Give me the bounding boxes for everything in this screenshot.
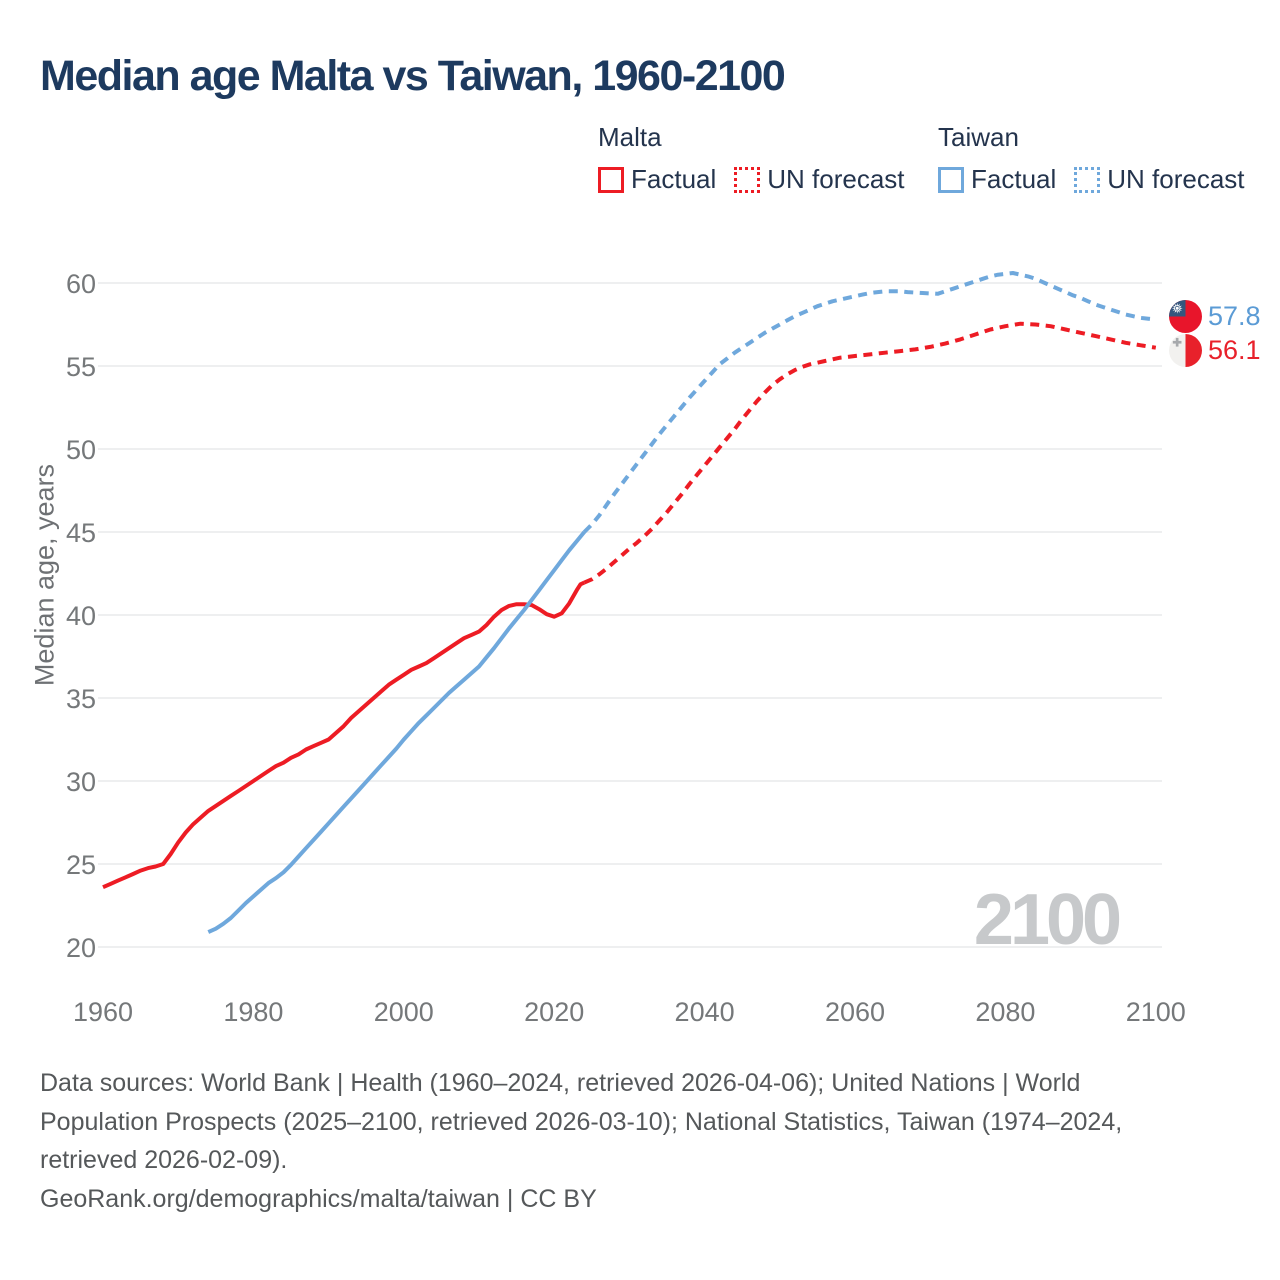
watermark-year: 2100 <box>973 880 1119 960</box>
y-tick-label: 25 <box>65 850 96 880</box>
y-tick-label: 40 <box>65 601 96 631</box>
malta-factual-label: Factual <box>631 164 717 194</box>
footer-source-line: Population Prospects (2025–2100, retrieved 2026-03-10); National Statistics, Taiwan (1974–2024, <box>40 1107 1123 1136</box>
y-tick-label: 20 <box>65 933 96 963</box>
x-tick-label: 2020 <box>524 997 585 1027</box>
y-tick-label: 45 <box>65 518 96 548</box>
x-tick-label: 2000 <box>373 997 434 1027</box>
taiwan-factual-label: Factual <box>971 164 1057 194</box>
footer-attribution: GeoRank.org/demographics/malta/taiwan | CC BY <box>40 1184 597 1213</box>
footer <box>40 1064 1122 1218</box>
malta-end-value: 56.1 <box>1208 335 1261 365</box>
y-tick-label: 60 <box>65 269 96 299</box>
footer-source-line: retrieved 2026-02-09). <box>40 1146 288 1174</box>
x-tick-label: 2080 <box>975 997 1036 1027</box>
taiwan-end-value: 57.8 <box>1208 301 1261 331</box>
x-tick-label: 2060 <box>824 997 886 1027</box>
series-malta-factual <box>103 583 584 888</box>
legend-group-title-taiwan: Taiwan <box>938 122 1019 152</box>
page-title: Median age Malta vs Taiwan, 1960-2100 <box>40 52 785 100</box>
taiwan-end-label <box>1169 300 1261 333</box>
y-axis-title: Median age, years <box>29 463 60 687</box>
x-tick-label: 2100 <box>1125 997 1186 1027</box>
malta-flag-icon <box>1169 334 1202 367</box>
taiwan-forecast-label: UN forecast <box>1107 164 1245 194</box>
x-tick-label: 1980 <box>223 997 284 1027</box>
series-malta-un-forecast <box>584 324 1156 583</box>
series-taiwan-un-forecast <box>584 273 1156 532</box>
y-tick-label: 55 <box>65 352 96 382</box>
taiwan-flag-icon <box>1169 300 1202 333</box>
y-tick-label: 30 <box>65 767 96 797</box>
y-tick-label: 50 <box>65 435 96 465</box>
x-tick-label: 2040 <box>674 997 735 1027</box>
legend-group-title-malta: Malta <box>598 122 662 152</box>
series-taiwan-factual <box>208 532 584 932</box>
y-tick-label: 35 <box>65 684 96 714</box>
footer-source-line: Data sources: World Bank | Health (1960–2024, retrieved 2026-04-06); United Nations | World <box>40 1069 1081 1097</box>
malta-forecast-label: UN forecast <box>767 164 905 194</box>
x-tick-label: 1960 <box>72 997 134 1027</box>
malta-end-label <box>1169 334 1261 367</box>
